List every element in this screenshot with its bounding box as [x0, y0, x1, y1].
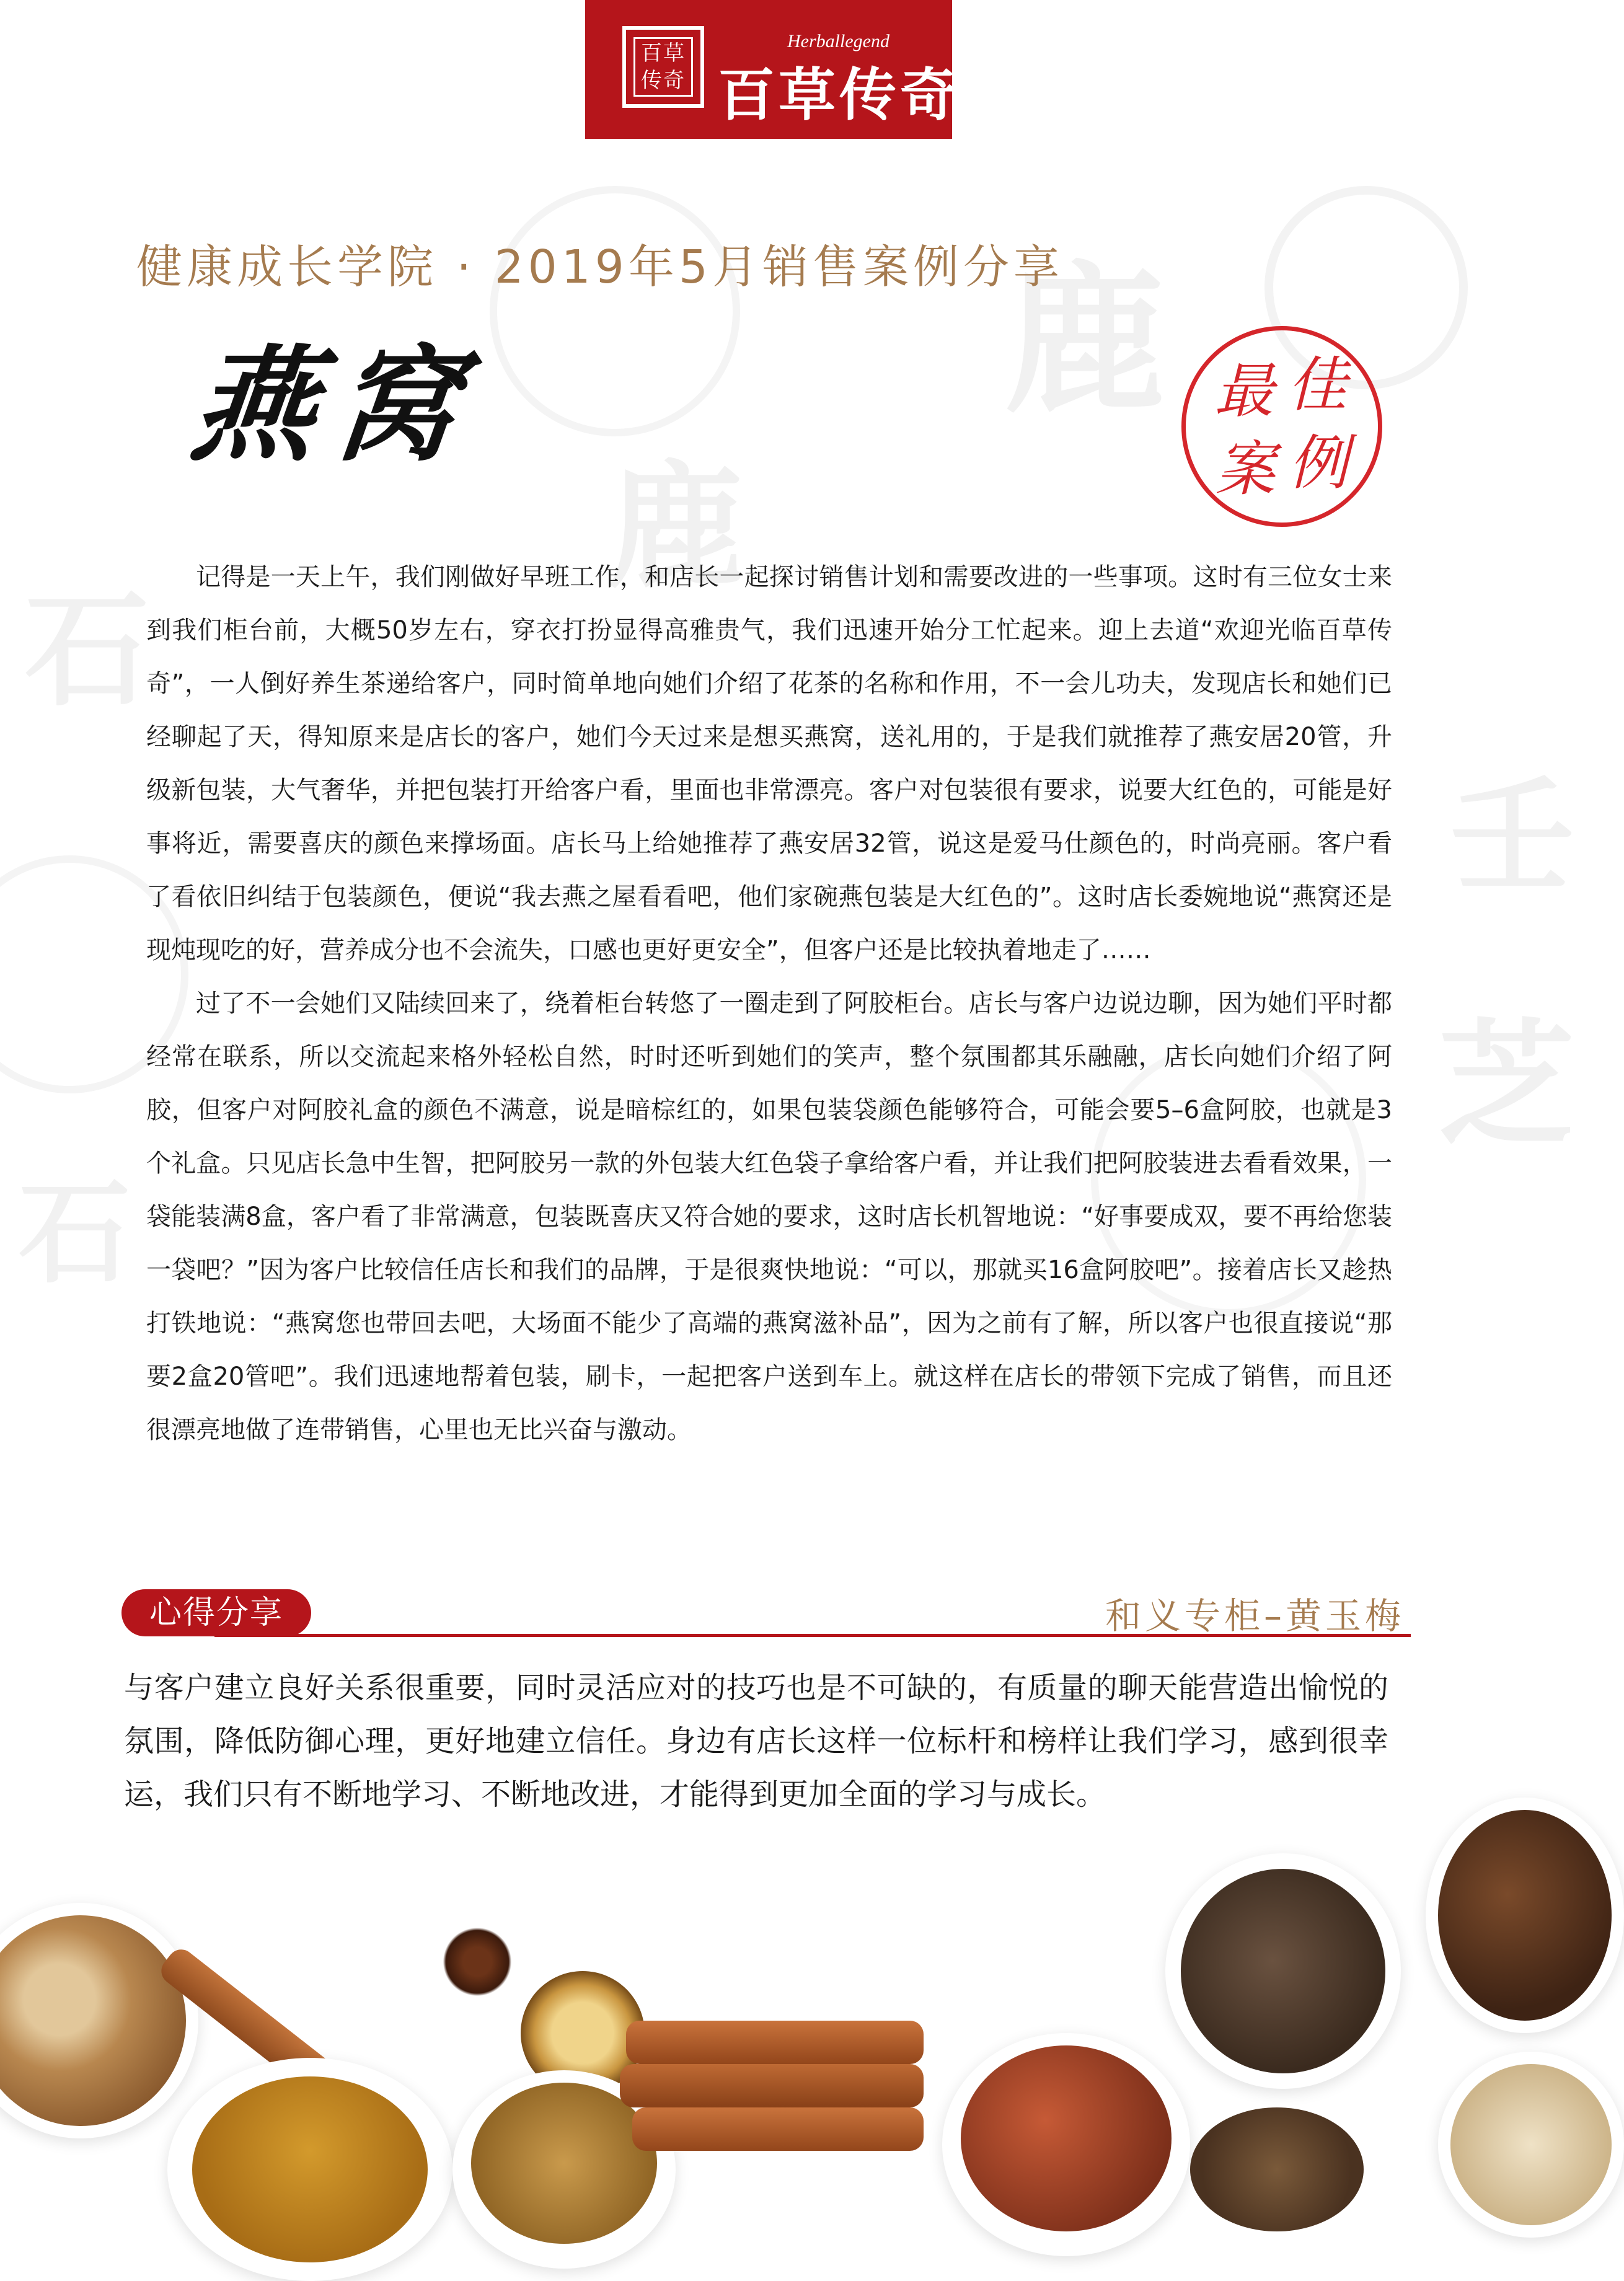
stamp-char: 例: [1289, 428, 1348, 498]
brand-seal-icon: 百 草 传 奇: [622, 26, 704, 108]
best-case-stamp: [1181, 326, 1382, 527]
story-paragraph-2: 过了不一会她们又陆续回来了，绕着柜台转悠了一圈走到了阿胶柜台。店长与客户边说边聊，因为她们平时都经常在联系，所以交流起来格外轻松自然，时时还听到她们的笑声，整个氛围都其乐融融，店长向她们介绍了阿胶，但客户对阿胶礼盒的颜色不满意，说是暗棕红的，如果包装袋颜色能够符合，可能会要5–6盒阿胶，也就是3个礼盒。只见店长急中生智，把阿胶另一款的外包装大红色袋子拿给客户看，并让我们把阿胶装进去看看效果，一袋能装满8盒，客户看了非常满意，包装既喜庆又符合她的要求，这时店长机智地说：“好事要成双，要不再给您装一袋吧？”因为客户比较信任店长和我们的品牌，于是很爽快地说：“可以，那就买16盒阿胶吧”。接着店长又趁热打铁地说：“燕窝您也带回去吧，大场面不能少了高端的燕窝滋补品”，因为之前有了解，所以客户也很直接说“那要2盒20管吧”。我们迅速地帮着包装，刷卡，一起把客户送到车上。就这样在店长的带领下完成了销售，而且还很漂亮地做了连带销售，心里也无比兴奋与激动。: [146, 989, 1392, 1444]
case-title: 燕窝: [184, 333, 485, 479]
reflection-badge: 心得分享: [121, 1589, 311, 1636]
brand-name-chinese: 百草传奇: [718, 61, 961, 128]
reflection-text: 与客户建立良好关系很重要，同时灵活应对的技巧也是不可缺的，有质量的聊天能营造出愉悦的氛围，降低防御心理，更好地建立信任。身边有店长这样一位标杆和榜样让我们学习，感到很幸运，我们只有不断地学习、不断地改进，才能得到更加全面的学习与成长。: [124, 1670, 1388, 1812]
story-paragraph-1: 记得是一天上午，我们刚做好早班工作，和店长一起探讨销售计划和需要改进的一些事项。这时有三位女士来到我们柜台前，大概50岁左右，穿衣打扮显得高雅贵气，我们迅速开始分工忙起来。迎上去道“欢迎光临百草传奇”，一人倒好养生茶递给客户，同时简单地向她们介绍了花茶的名称和作用，不一会儿功夫，发现店长和她们已经聊起了天，得知原来是店长的客户，她们今天过来是想买燕窝，送礼用的，于是我们就推荐了燕安居20管，升级新包装，大气奢华，并把包装打开给客户看，里面也非常漂亮。客户对包装很有要求，说要大红色的，可能是好事将近，需要喜庆的颜色来撑场面。店长马上给她推荐了燕安居32管，说这是爱马仕颜色的，时尚亮丽。客户看了看依旧纠结于包装颜色，便说“我去燕之屋看看吧，他们家碗燕包装是大红色的”。这时店长委婉地说“燕窝还是现炖现吃的好，营养成分也不会流失，口感也更好更安全”，但客户还是比较执着地走了……: [146, 563, 1392, 964]
stamp-char: 佳: [1287, 350, 1347, 420]
page-heading: 健康成长学院 · 2019年5月销售案例分享: [136, 240, 1064, 294]
brand-logo-banner: [585, 0, 961, 139]
case-story: [146, 550, 1392, 1457]
background-watermark: 鹿 鹿 石 壬 芝 石: [0, 0, 1537, 2174]
author-signature: 和义专柜–黄玉梅: [1105, 1595, 1405, 1637]
herbs-decoration-image: [0, 1847, 1537, 2174]
brand-name-english: Herballegend: [787, 31, 889, 51]
reflection-section-header: [121, 1587, 1411, 1636]
stamp-char: 案: [1216, 435, 1275, 504]
star-anise-icon: [437, 1921, 518, 2002]
stamp-char: 最: [1214, 356, 1274, 426]
